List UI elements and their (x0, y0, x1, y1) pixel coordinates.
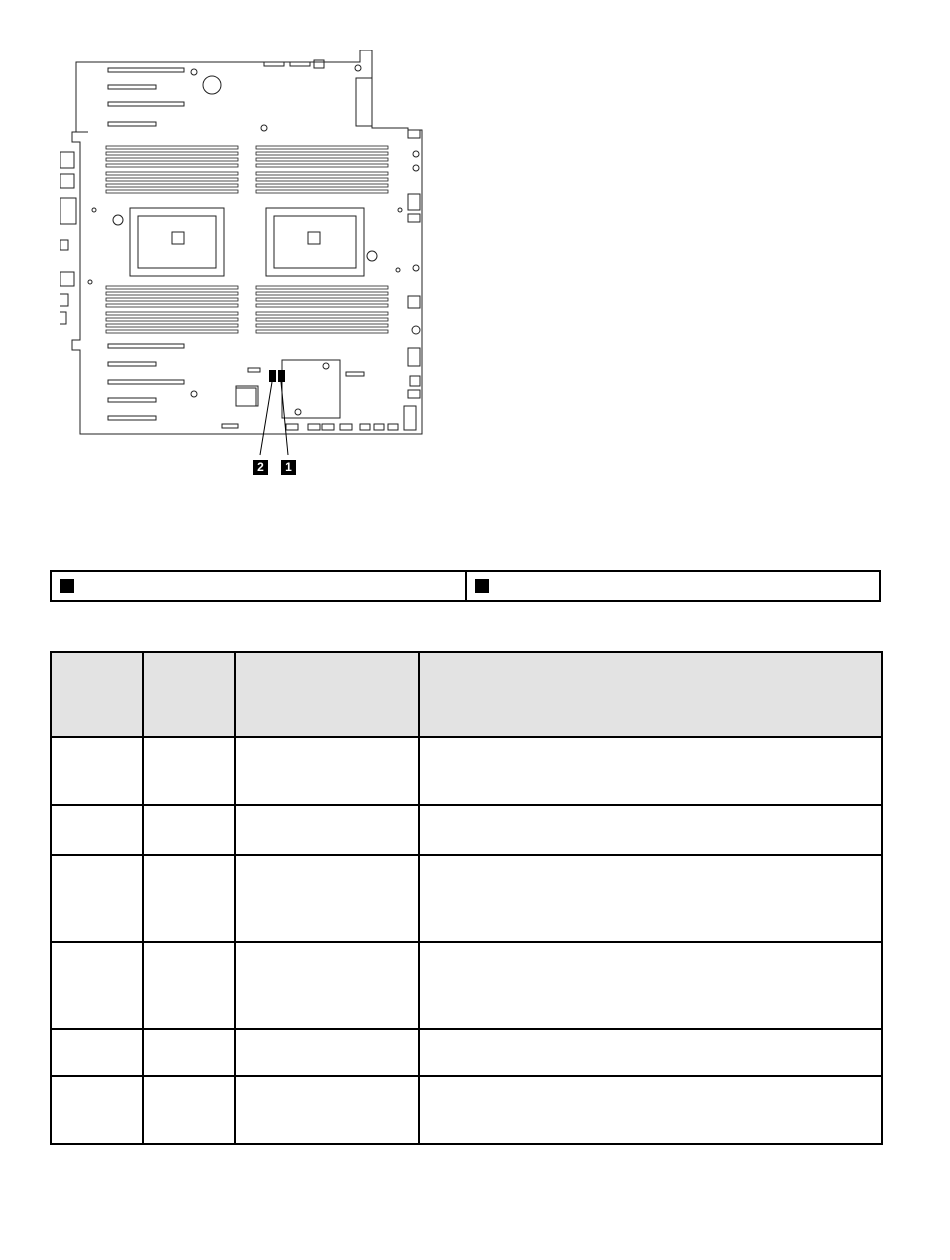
table-header-row (51, 652, 882, 737)
callout-1-label: 1 (281, 460, 296, 475)
table-cell (419, 855, 882, 942)
pcie-slot (108, 416, 156, 420)
dimm-bank-top-left (106, 146, 238, 193)
table-cell (143, 942, 235, 1029)
io-bracket-outline (76, 62, 88, 132)
table-row (51, 805, 882, 855)
connector (346, 372, 364, 376)
system-board-figure (60, 50, 440, 490)
heatsink-post (367, 251, 377, 261)
table-cell (143, 737, 235, 805)
top-connector (314, 60, 324, 68)
dimm-bank-top-right (256, 146, 388, 193)
table-cell (51, 855, 143, 942)
table-cell (51, 737, 143, 805)
table-row (51, 942, 882, 1029)
callout-2-leader (260, 382, 272, 455)
rear-ethernet-port (60, 272, 74, 286)
rear-port (60, 240, 68, 250)
column-header (419, 652, 882, 737)
table-cell (51, 942, 143, 1029)
rear-usb-port (60, 152, 74, 168)
table-cell (419, 942, 882, 1029)
table-cell (235, 805, 419, 855)
callout-marker-icon (475, 579, 489, 593)
legend-cell-1 (52, 572, 465, 600)
table-row (51, 855, 882, 942)
table-row (51, 1029, 882, 1076)
table-cell (143, 805, 235, 855)
dimm-bank-bottom-right (256, 286, 388, 333)
pcie-slot (108, 362, 156, 366)
callout-2-label: 2 (253, 460, 268, 475)
table-row (51, 1076, 882, 1144)
top-connector (264, 62, 284, 66)
jumper-description-table (50, 651, 883, 1145)
column-header (51, 652, 143, 737)
rear-usb-port (60, 174, 74, 188)
table-cell (143, 1029, 235, 1076)
table-cell (419, 1029, 882, 1076)
table-cell (235, 1076, 419, 1144)
callout-marker-icon (60, 579, 74, 593)
table-cell (419, 1076, 882, 1144)
pcie-slot (108, 344, 184, 348)
table-cell (235, 737, 419, 805)
table-cell (235, 942, 419, 1029)
pcie-slot (108, 398, 156, 402)
table-cell (235, 855, 419, 942)
pcie-slot (108, 380, 184, 384)
table-cell (419, 805, 882, 855)
pcie-slot (108, 102, 184, 106)
cpu-socket-1 (130, 208, 224, 276)
table-cell (419, 737, 882, 805)
table-row (51, 737, 882, 805)
pcie-slot (108, 122, 156, 126)
legend-cell-2 (465, 572, 880, 600)
system-board-diagram (60, 50, 440, 490)
bmc-chip (236, 388, 256, 406)
table-cell (235, 1029, 419, 1076)
table-cell (143, 855, 235, 942)
rear-port (60, 312, 66, 324)
table-cell (143, 1076, 235, 1144)
table-cell (51, 1029, 143, 1076)
connector (248, 368, 260, 372)
jumper-switch-1 (278, 370, 285, 382)
top-connector (290, 62, 310, 66)
m2-module (282, 360, 340, 418)
table-cell (51, 1076, 143, 1144)
board-outline (72, 50, 422, 434)
column-header (143, 652, 235, 737)
rear-port (60, 294, 68, 306)
heatsink-post (113, 215, 123, 225)
column-header (235, 652, 419, 737)
pcie-slot (108, 68, 184, 72)
dimm-bank-bottom-left (106, 286, 238, 333)
cpu-socket-2 (266, 208, 364, 276)
top-right-connector (356, 78, 372, 126)
cmos-battery (203, 76, 221, 94)
callout-legend-table (50, 570, 881, 602)
jumper-switch-2 (269, 370, 276, 382)
rear-serial-port (60, 198, 76, 224)
table-cell (51, 805, 143, 855)
pcie-slot (108, 85, 156, 89)
dimm-banks (106, 146, 388, 333)
